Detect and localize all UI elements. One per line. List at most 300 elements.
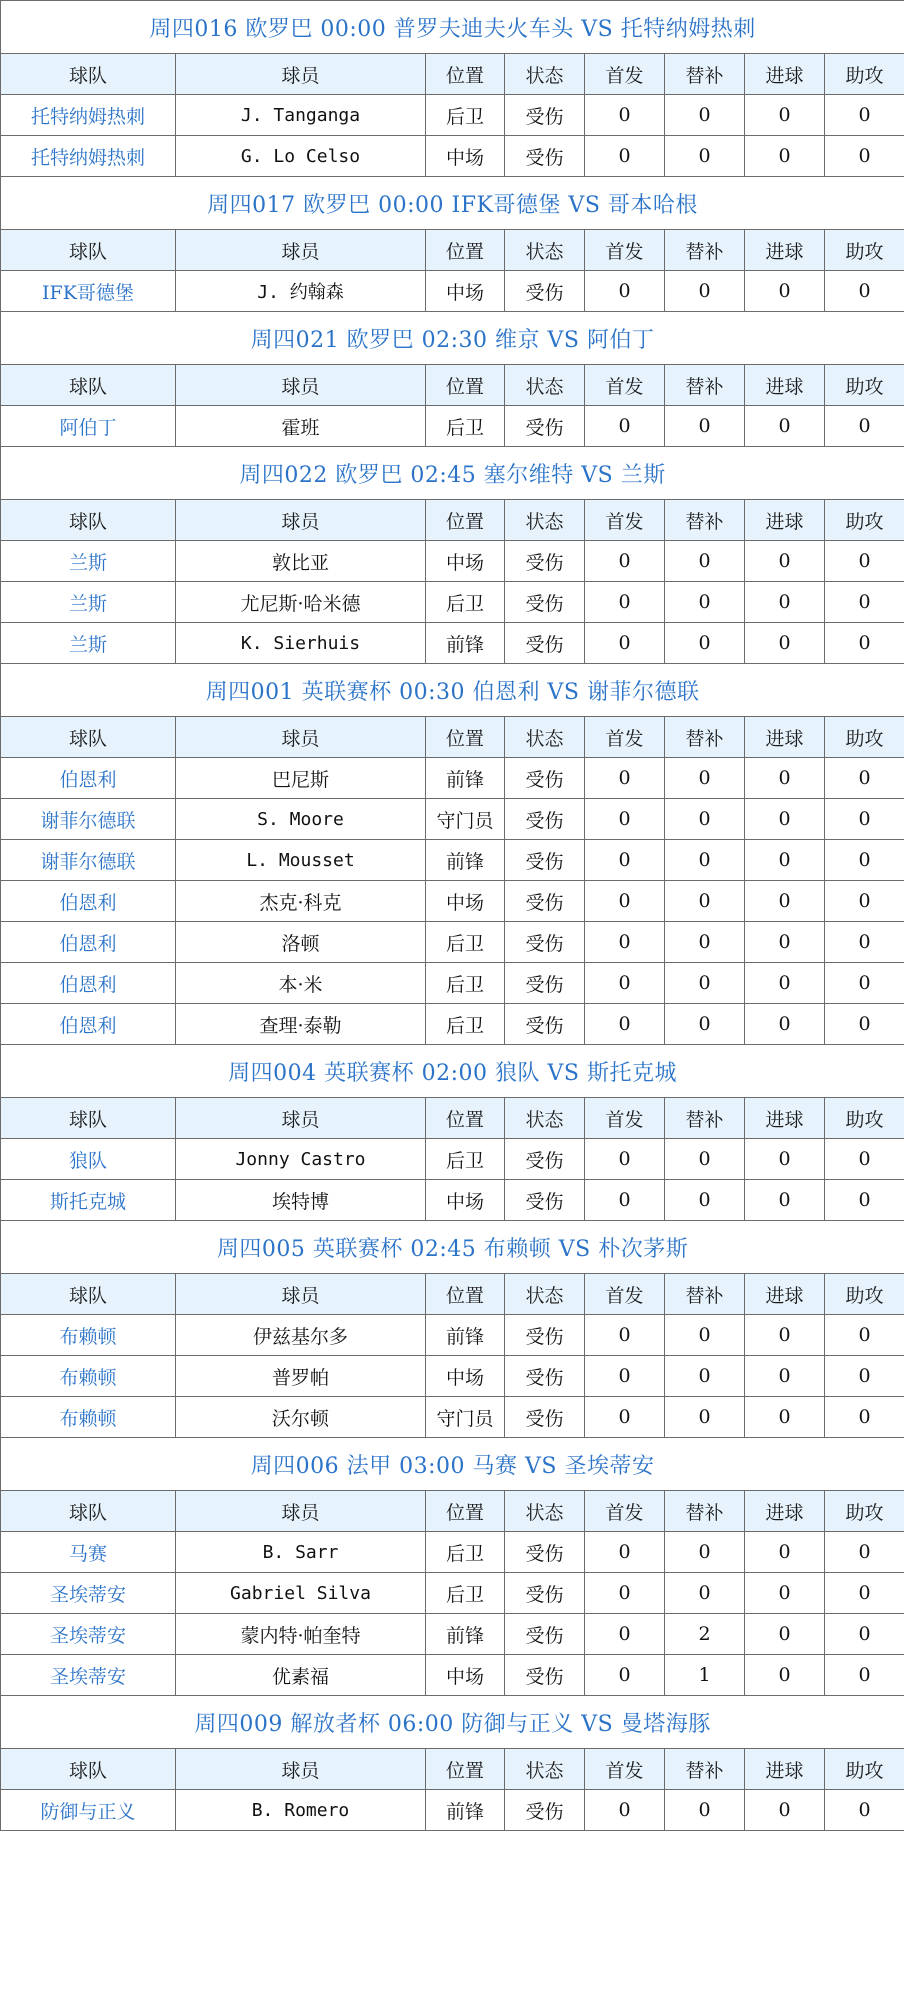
cell-goals: 0	[745, 1139, 825, 1180]
cell-goals: 0	[745, 1397, 825, 1438]
cell-team[interactable]: 伯恩利	[1, 1004, 176, 1045]
cell-goals: 0	[745, 1655, 825, 1696]
column-header-row	[1, 1274, 904, 1315]
cell-position: 后卫	[426, 1532, 505, 1573]
cell-goals: 0	[745, 406, 825, 447]
cell-team[interactable]: 谢菲尔德联	[1, 799, 176, 840]
column-header-assists: 助攻	[825, 500, 904, 541]
column-header-position: 位置	[426, 230, 505, 271]
cell-player: J. 约翰森	[176, 271, 426, 312]
match-title-row	[1, 1438, 904, 1491]
column-header-position: 位置	[426, 717, 505, 758]
cell-position: 守门员	[426, 799, 505, 840]
cell-subs: 0	[665, 799, 745, 840]
cell-position: 后卫	[426, 1573, 505, 1614]
player-row	[1, 1790, 904, 1831]
cell-starts: 0	[585, 799, 665, 840]
cell-subs: 0	[665, 963, 745, 1004]
cell-subs: 0	[665, 95, 745, 136]
cell-assists: 0	[825, 1790, 904, 1831]
cell-position: 前锋	[426, 623, 505, 664]
match-title[interactable]: 周四004 英联赛杯 02:00 狼队 VS 斯托克城	[1, 1045, 904, 1098]
player-row	[1, 881, 904, 922]
column-header-subs: 替补	[665, 500, 745, 541]
player-row	[1, 840, 904, 881]
cell-goals: 0	[745, 758, 825, 799]
cell-team[interactable]: 伯恩利	[1, 758, 176, 799]
column-header-assists: 助攻	[825, 1749, 904, 1790]
column-header-starts: 首发	[585, 500, 665, 541]
cell-player: 尤尼斯·哈米德	[176, 582, 426, 623]
column-header-status: 状态	[505, 54, 585, 95]
column-header-starts: 首发	[585, 365, 665, 406]
column-header-player: 球员	[176, 717, 426, 758]
column-header-player: 球员	[176, 500, 426, 541]
cell-position: 后卫	[426, 963, 505, 1004]
column-header-status: 状态	[505, 365, 585, 406]
column-header-position: 位置	[426, 1098, 505, 1139]
column-header-goals: 进球	[745, 1749, 825, 1790]
cell-starts: 0	[585, 1139, 665, 1180]
cell-goals: 0	[745, 1356, 825, 1397]
column-header-assists: 助攻	[825, 230, 904, 271]
cell-assists: 0	[825, 922, 904, 963]
cell-goals: 0	[745, 963, 825, 1004]
player-row	[1, 1655, 904, 1696]
cell-status: 受伤	[505, 840, 585, 881]
cell-position: 中场	[426, 881, 505, 922]
player-row	[1, 95, 904, 136]
column-header-team: 球队	[1, 1274, 176, 1315]
cell-player: 巴尼斯	[176, 758, 426, 799]
cell-position: 中场	[426, 1655, 505, 1696]
cell-starts: 0	[585, 758, 665, 799]
cell-player: J. Tanganga	[176, 95, 426, 136]
column-header-row	[1, 1098, 904, 1139]
match-title-row	[1, 312, 904, 365]
column-header-goals: 进球	[745, 54, 825, 95]
column-header-status: 状态	[505, 1098, 585, 1139]
player-row	[1, 1139, 904, 1180]
cell-player: 埃特博	[176, 1180, 426, 1221]
column-header-team: 球队	[1, 500, 176, 541]
column-header-team: 球队	[1, 365, 176, 406]
column-header-position: 位置	[426, 1749, 505, 1790]
cell-goals: 0	[745, 1180, 825, 1221]
column-header-subs: 替补	[665, 1274, 745, 1315]
match-title-row	[1, 664, 904, 717]
cell-status: 受伤	[505, 1397, 585, 1438]
cell-assists: 0	[825, 963, 904, 1004]
match-title[interactable]: 周四001 英联赛杯 00:30 伯恩利 VS 谢菲尔德联	[1, 664, 904, 717]
cell-subs: 1	[665, 1655, 745, 1696]
cell-subs: 0	[665, 1315, 745, 1356]
cell-starts: 0	[585, 1655, 665, 1696]
cell-assists: 0	[825, 1573, 904, 1614]
cell-player: 杰克·科克	[176, 881, 426, 922]
column-header-row	[1, 1491, 904, 1532]
cell-team[interactable]: 狼队	[1, 1139, 176, 1180]
cell-position: 前锋	[426, 1790, 505, 1831]
cell-subs: 0	[665, 582, 745, 623]
match-title-row	[1, 1696, 904, 1749]
cell-assists: 0	[825, 1180, 904, 1221]
cell-player: B. Romero	[176, 1790, 426, 1831]
player-row	[1, 1573, 904, 1614]
match-title-row	[1, 1221, 904, 1274]
cell-position: 后卫	[426, 582, 505, 623]
cell-player: 洛顿	[176, 922, 426, 963]
cell-goals: 0	[745, 1004, 825, 1045]
match-title[interactable]: 周四009 解放者杯 06:00 防御与正义 VS 曼塔海豚	[1, 1696, 904, 1749]
cell-starts: 0	[585, 271, 665, 312]
cell-subs: 0	[665, 1532, 745, 1573]
column-header-team: 球队	[1, 1491, 176, 1532]
cell-status: 受伤	[505, 1573, 585, 1614]
cell-status: 受伤	[505, 1356, 585, 1397]
column-header-player: 球员	[176, 230, 426, 271]
cell-team[interactable]: 兰斯	[1, 541, 176, 582]
cell-status: 受伤	[505, 799, 585, 840]
player-row	[1, 541, 904, 582]
column-header-player: 球员	[176, 54, 426, 95]
cell-assists: 0	[825, 582, 904, 623]
column-header-row	[1, 500, 904, 541]
match-title-row	[1, 1045, 904, 1098]
match-title[interactable]: 周四006 法甲 03:00 马赛 VS 圣埃蒂安	[1, 1438, 904, 1491]
cell-assists: 0	[825, 623, 904, 664]
cell-subs: 0	[665, 406, 745, 447]
match-title[interactable]: 周四005 英联赛杯 02:45 布赖顿 VS 朴次茅斯	[1, 1221, 904, 1274]
cell-position: 后卫	[426, 1139, 505, 1180]
cell-starts: 0	[585, 541, 665, 582]
cell-position: 中场	[426, 136, 505, 177]
cell-goals: 0	[745, 95, 825, 136]
player-row	[1, 1614, 904, 1655]
column-header-team: 球队	[1, 1749, 176, 1790]
column-header-assists: 助攻	[825, 54, 904, 95]
cell-team[interactable]: 圣埃蒂安	[1, 1655, 176, 1696]
cell-starts: 0	[585, 95, 665, 136]
cell-team[interactable]: 布赖顿	[1, 1356, 176, 1397]
cell-status: 受伤	[505, 1532, 585, 1573]
cell-player: 伊兹基尔多	[176, 1315, 426, 1356]
cell-player: S. Moore	[176, 799, 426, 840]
cell-status: 受伤	[505, 758, 585, 799]
cell-assists: 0	[825, 1614, 904, 1655]
cell-status: 受伤	[505, 541, 585, 582]
column-header-position: 位置	[426, 365, 505, 406]
column-header-player: 球员	[176, 1098, 426, 1139]
cell-goals: 0	[745, 271, 825, 312]
cell-assists: 0	[825, 799, 904, 840]
column-header-position: 位置	[426, 1274, 505, 1315]
column-header-goals: 进球	[745, 500, 825, 541]
cell-team[interactable]: 布赖顿	[1, 1397, 176, 1438]
cell-player: L. Mousset	[176, 840, 426, 881]
column-header-subs: 替补	[665, 1491, 745, 1532]
column-header-status: 状态	[505, 1491, 585, 1532]
cell-status: 受伤	[505, 1180, 585, 1221]
column-header-goals: 进球	[745, 365, 825, 406]
cell-assists: 0	[825, 1004, 904, 1045]
cell-player: 本·米	[176, 963, 426, 1004]
column-header-starts: 首发	[585, 230, 665, 271]
column-header-goals: 进球	[745, 1098, 825, 1139]
cell-goals: 0	[745, 1573, 825, 1614]
column-header-row	[1, 365, 904, 406]
player-row	[1, 922, 904, 963]
cell-position: 前锋	[426, 1614, 505, 1655]
player-row	[1, 406, 904, 447]
column-header-team: 球队	[1, 230, 176, 271]
cell-assists: 0	[825, 758, 904, 799]
cell-goals: 0	[745, 623, 825, 664]
table-body	[1, 1, 904, 1831]
cell-team[interactable]: 伯恩利	[1, 922, 176, 963]
cell-team[interactable]: 圣埃蒂安	[1, 1614, 176, 1655]
player-row	[1, 271, 904, 312]
cell-assists: 0	[825, 271, 904, 312]
cell-subs: 0	[665, 922, 745, 963]
cell-goals: 0	[745, 541, 825, 582]
column-header-subs: 替补	[665, 717, 745, 758]
column-header-starts: 首发	[585, 1749, 665, 1790]
cell-starts: 0	[585, 1397, 665, 1438]
column-header-assists: 助攻	[825, 365, 904, 406]
cell-starts: 0	[585, 1614, 665, 1655]
column-header-position: 位置	[426, 54, 505, 95]
column-header-assists: 助攻	[825, 717, 904, 758]
cell-starts: 0	[585, 963, 665, 1004]
cell-subs: 0	[665, 1139, 745, 1180]
cell-subs: 0	[665, 1180, 745, 1221]
cell-starts: 0	[585, 623, 665, 664]
cell-subs: 2	[665, 1614, 745, 1655]
column-header-team: 球队	[1, 1098, 176, 1139]
column-header-starts: 首发	[585, 717, 665, 758]
cell-position: 后卫	[426, 1004, 505, 1045]
cell-goals: 0	[745, 922, 825, 963]
player-row	[1, 1356, 904, 1397]
cell-team[interactable]: 防御与正义	[1, 1790, 176, 1831]
cell-assists: 0	[825, 881, 904, 922]
cell-player: 查理·泰勒	[176, 1004, 426, 1045]
cell-player: 霍班	[176, 406, 426, 447]
cell-goals: 0	[745, 582, 825, 623]
match-title[interactable]: 周四016 欧罗巴 00:00 普罗夫迪夫火车头 VS 托特纳姆热刺	[1, 1, 904, 54]
cell-status: 受伤	[505, 623, 585, 664]
player-row	[1, 1004, 904, 1045]
cell-status: 受伤	[505, 963, 585, 1004]
cell-status: 受伤	[505, 1790, 585, 1831]
column-header-subs: 替补	[665, 1749, 745, 1790]
column-header-starts: 首发	[585, 1491, 665, 1532]
column-header-position: 位置	[426, 1491, 505, 1532]
cell-assists: 0	[825, 1356, 904, 1397]
match-title-row	[1, 1, 904, 54]
cell-subs: 0	[665, 1790, 745, 1831]
cell-status: 受伤	[505, 1139, 585, 1180]
cell-starts: 0	[585, 1004, 665, 1045]
player-row	[1, 623, 904, 664]
cell-position: 中场	[426, 1180, 505, 1221]
cell-player: B. Sarr	[176, 1532, 426, 1573]
column-header-player: 球员	[176, 1274, 426, 1315]
cell-goals: 0	[745, 1614, 825, 1655]
cell-starts: 0	[585, 1356, 665, 1397]
cell-team[interactable]: 兰斯	[1, 582, 176, 623]
cell-subs: 0	[665, 136, 745, 177]
column-header-goals: 进球	[745, 1491, 825, 1532]
cell-starts: 0	[585, 582, 665, 623]
player-row	[1, 582, 904, 623]
cell-status: 受伤	[505, 1004, 585, 1045]
match-title-row	[1, 177, 904, 230]
cell-starts: 0	[585, 922, 665, 963]
cell-assists: 0	[825, 406, 904, 447]
player-row	[1, 1397, 904, 1438]
cell-goals: 0	[745, 1532, 825, 1573]
cell-status: 受伤	[505, 922, 585, 963]
cell-player: 优素福	[176, 1655, 426, 1696]
cell-goals: 0	[745, 1790, 825, 1831]
player-row	[1, 1532, 904, 1573]
cell-position: 前锋	[426, 1315, 505, 1356]
cell-assists: 0	[825, 541, 904, 582]
cell-assists: 0	[825, 1655, 904, 1696]
column-header-player: 球员	[176, 1491, 426, 1532]
cell-subs: 0	[665, 1004, 745, 1045]
cell-subs: 0	[665, 840, 745, 881]
player-row	[1, 963, 904, 1004]
cell-team[interactable]: 谢菲尔德联	[1, 840, 176, 881]
cell-goals: 0	[745, 799, 825, 840]
cell-position: 前锋	[426, 840, 505, 881]
cell-goals: 0	[745, 1315, 825, 1356]
match-title[interactable]: 周四022 欧罗巴 02:45 塞尔维特 VS 兰斯	[1, 447, 904, 500]
cell-player: 沃尔顿	[176, 1397, 426, 1438]
cell-starts: 0	[585, 1573, 665, 1614]
player-row	[1, 136, 904, 177]
cell-status: 受伤	[505, 1614, 585, 1655]
cell-starts: 0	[585, 136, 665, 177]
player-row	[1, 1180, 904, 1221]
cell-status: 受伤	[505, 271, 585, 312]
cell-assists: 0	[825, 95, 904, 136]
match-title[interactable]: 周四021 欧罗巴 02:30 维京 VS 阿伯丁	[1, 312, 904, 365]
cell-subs: 0	[665, 881, 745, 922]
column-header-subs: 替补	[665, 365, 745, 406]
cell-subs: 0	[665, 541, 745, 582]
column-header-player: 球员	[176, 365, 426, 406]
cell-player: K. Sierhuis	[176, 623, 426, 664]
column-header-status: 状态	[505, 230, 585, 271]
player-row	[1, 1315, 904, 1356]
column-header-status: 状态	[505, 1274, 585, 1315]
cell-goals: 0	[745, 840, 825, 881]
cell-assists: 0	[825, 1139, 904, 1180]
cell-subs: 0	[665, 271, 745, 312]
cell-team[interactable]: 斯托克城	[1, 1180, 176, 1221]
column-header-goals: 进球	[745, 1274, 825, 1315]
column-header-position: 位置	[426, 500, 505, 541]
cell-team[interactable]: 布赖顿	[1, 1315, 176, 1356]
cell-player: 蒙内特·帕奎特	[176, 1614, 426, 1655]
cell-team[interactable]: 伯恩利	[1, 963, 176, 1004]
cell-assists: 0	[825, 1315, 904, 1356]
cell-position: 后卫	[426, 95, 505, 136]
cell-assists: 0	[825, 1397, 904, 1438]
cell-starts: 0	[585, 406, 665, 447]
cell-position: 后卫	[426, 922, 505, 963]
cell-team[interactable]: 圣埃蒂安	[1, 1573, 176, 1614]
cell-status: 受伤	[505, 406, 585, 447]
cell-team[interactable]: 托特纳姆热刺	[1, 95, 176, 136]
cell-subs: 0	[665, 1573, 745, 1614]
cell-assists: 0	[825, 136, 904, 177]
cell-team[interactable]: 马赛	[1, 1532, 176, 1573]
cell-team[interactable]: 伯恩利	[1, 881, 176, 922]
column-header-team: 球队	[1, 717, 176, 758]
cell-player: Gabriel Silva	[176, 1573, 426, 1614]
cell-subs: 0	[665, 758, 745, 799]
cell-team[interactable]: IFK哥德堡	[1, 271, 176, 312]
cell-team[interactable]: 托特纳姆热刺	[1, 136, 176, 177]
cell-subs: 0	[665, 623, 745, 664]
cell-status: 受伤	[505, 136, 585, 177]
cell-starts: 0	[585, 1180, 665, 1221]
column-header-status: 状态	[505, 500, 585, 541]
cell-starts: 0	[585, 881, 665, 922]
cell-assists: 0	[825, 840, 904, 881]
cell-position: 中场	[426, 271, 505, 312]
player-row	[1, 758, 904, 799]
column-header-assists: 助攻	[825, 1098, 904, 1139]
column-header-player: 球员	[176, 1749, 426, 1790]
column-header-row	[1, 717, 904, 758]
column-header-row	[1, 1749, 904, 1790]
column-header-team: 球队	[1, 54, 176, 95]
cell-status: 受伤	[505, 582, 585, 623]
cell-player: Jonny Castro	[176, 1139, 426, 1180]
cell-player: 敦比亚	[176, 541, 426, 582]
cell-starts: 0	[585, 840, 665, 881]
cell-position: 后卫	[426, 406, 505, 447]
match-title[interactable]: 周四017 欧罗巴 00:00 IFK哥德堡 VS 哥本哈根	[1, 177, 904, 230]
column-header-assists: 助攻	[825, 1491, 904, 1532]
column-header-starts: 首发	[585, 1098, 665, 1139]
column-header-status: 状态	[505, 1749, 585, 1790]
cell-status: 受伤	[505, 881, 585, 922]
cell-subs: 0	[665, 1397, 745, 1438]
column-header-starts: 首发	[585, 1274, 665, 1315]
column-header-status: 状态	[505, 717, 585, 758]
cell-team[interactable]: 阿伯丁	[1, 406, 176, 447]
cell-status: 受伤	[505, 1655, 585, 1696]
cell-goals: 0	[745, 136, 825, 177]
match-title-row	[1, 447, 904, 500]
column-header-goals: 进球	[745, 230, 825, 271]
column-header-subs: 替补	[665, 1098, 745, 1139]
cell-position: 中场	[426, 541, 505, 582]
column-header-subs: 替补	[665, 54, 745, 95]
cell-starts: 0	[585, 1532, 665, 1573]
cell-team[interactable]: 兰斯	[1, 623, 176, 664]
column-header-row	[1, 230, 904, 271]
cell-goals: 0	[745, 881, 825, 922]
column-header-row	[1, 54, 904, 95]
